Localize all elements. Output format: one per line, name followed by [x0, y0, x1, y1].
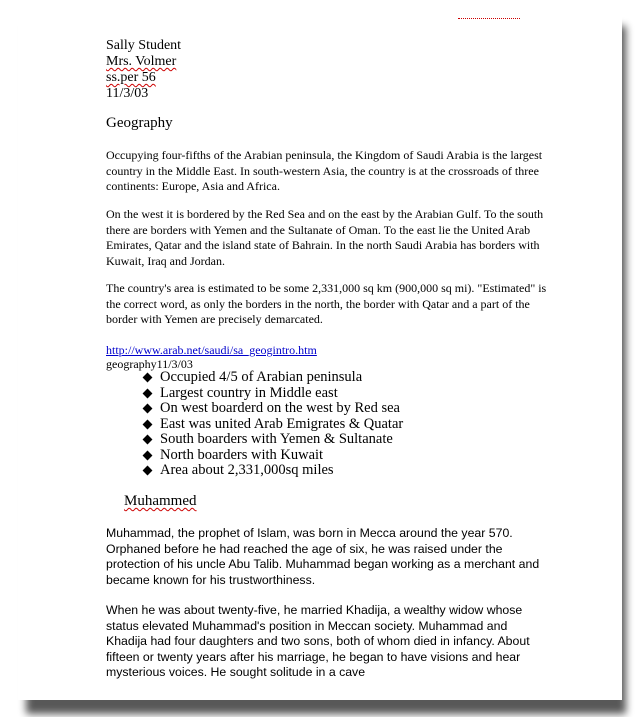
- source-link[interactable]: http://www.arab.net/saudi/sa_geogintro.htm: [106, 343, 317, 357]
- list-item: [142, 401, 403, 417]
- list-item-text: South boarders with Yemen & Sultanate: [160, 431, 393, 447]
- list-item: [142, 417, 403, 433]
- list-item: [142, 370, 403, 386]
- diamond-bullet-icon: [143, 466, 153, 476]
- diamond-bullet-icon: [143, 435, 153, 445]
- list-item: [142, 448, 403, 464]
- list-item-text: On west boarderd on the west by Red sea: [160, 400, 400, 416]
- list-item: [142, 432, 403, 448]
- paragraph: [106, 526, 551, 588]
- paragraph: [106, 148, 556, 195]
- list-item-text: Area about 2,331,000sq miles: [160, 462, 334, 478]
- list-item-text: Largest country in Middle east: [160, 384, 338, 401]
- paragraph: [106, 207, 556, 269]
- spelling-mark: [458, 12, 520, 19]
- list-item: [142, 386, 403, 402]
- paragraph-text: When he was about twenty-five, he married Khadija, a wealthy widow whose status elevated Muhammad's position in Meccan society. Muhammad and Khadija had four daughters and two sons, both of whom died in infancy. About fifteen or twenty years after his marriage, he began to have visions and hear mysterious voices. He sought solitude in a cave: [106, 603, 530, 679]
- diamond-bullet-icon: [143, 373, 153, 383]
- section-title: Muhammed: [124, 493, 197, 509]
- diamond-bullet-icon: [143, 388, 153, 398]
- bullet-list: [142, 370, 403, 479]
- student-name: Sally Student: [106, 38, 182, 53]
- diamond-bullet-icon: [143, 404, 153, 414]
- list-item-text: North boarders with Kuwait: [160, 446, 324, 463]
- source-caption: geography11/3/03: [106, 357, 193, 371]
- list-item: [142, 463, 403, 479]
- paragraph-text: Muhammad, the prophet of Islam, was born in Mecca around the year 570. Orphaned before he had reached the age of six, he was raised under the protection of his uncle Abu Talib. Muhammad began working as a merchant and became known for his trustworthiness.: [106, 526, 540, 587]
- document-page: [18, 0, 622, 700]
- diamond-bullet-icon: [143, 419, 153, 429]
- paragraph-text: On the west it is bordered by the Red Sea and on the east by the Arabian Gulf. To the south there are borders with Yemen and the Sultanate of Oman. To the east lie the United Arab Emirates, Qatar and the island state of Bahrain. In the north Saudi Arabia has borders with Kuwait, Iraq and Jordan.: [106, 207, 544, 268]
- list-item-text: Occupied 4/5 of Arabian peninsula: [160, 369, 363, 385]
- header-date: 11/3/03: [106, 86, 149, 101]
- teacher-name: Mrs. Volmer: [106, 54, 177, 69]
- paragraph: [106, 603, 551, 681]
- paragraph: [106, 281, 556, 328]
- list-item-text: East was united Arab Emigrates & Quatar: [160, 415, 404, 432]
- diamond-bullet-icon: [143, 450, 153, 460]
- paragraph-text: Occupying four-fifths of the Arabian peninsula, the Kingdom of Saudi Arabia is the largest country in the Middle East. In south-western Asia, the country is at the crossroads of three continents: Europe, Asia and Africa.: [106, 148, 543, 193]
- paragraph-text: The country's area is estimated to be some 2,331,000 sq km (900,000 sq mi). "Estimated" is the correct word, as only the borders in the north, the border with Qatar and a part of the border with Yemen are precisely demarcated.: [106, 281, 547, 326]
- page-title: Geography: [106, 115, 173, 131]
- class-period: ss.per 56: [106, 70, 156, 85]
